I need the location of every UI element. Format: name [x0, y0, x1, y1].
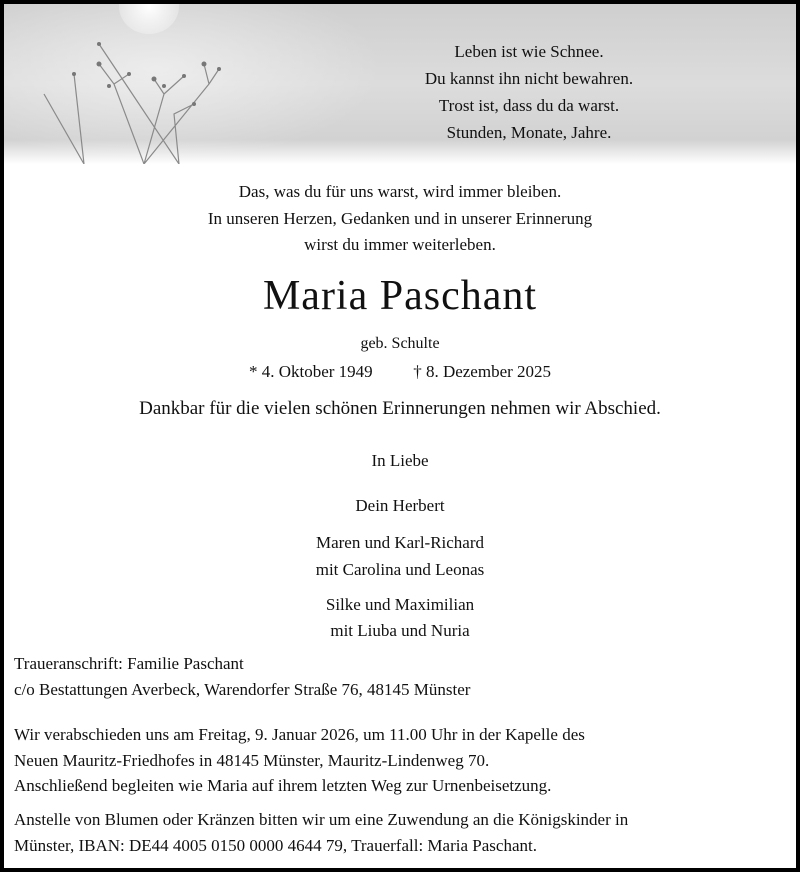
service-line: Wir verabschieden uns am Freitag, 9. Januar 2026, um 11.00 Uhr in der Kapelle des	[14, 725, 585, 744]
poem-line: Leben ist wie Schnee.	[454, 42, 604, 61]
poem-line: Stunden, Monate, Jahre.	[446, 123, 612, 142]
mourner: Maren und Karl-Richard	[315, 533, 485, 552]
donation-line: Münster, IBAN: DE44 4005 0150 0000 4644 79, Trauerfall: Maria Paschant.	[14, 836, 537, 855]
mourner: Silke und Maximilian	[325, 595, 475, 614]
birth-name: geb. Schulte	[360, 335, 440, 352]
obituary-card	[4, 4, 796, 868]
service-line: Anschließend begleiten wie Maria auf ihrem letzten Weg zur Urnenbeisetzung.	[14, 776, 552, 795]
deceased-name: Maria Paschant	[262, 273, 538, 319]
intro-line: wirst du immer weiterleben.	[304, 235, 496, 254]
dried-flower-image	[4, 4, 344, 164]
header-image	[4, 4, 796, 164]
birth-date: * 4. Oktober 1949	[248, 362, 373, 381]
address-line: c/o Bestattungen Averbeck, Warendorfer Straße 76, 48145 Münster	[14, 680, 471, 699]
intro-line: Das, was du für uns warst, wird immer bleiben.	[238, 182, 562, 201]
mourner: mit Carolina und Leonas	[315, 560, 485, 579]
death-date: † 8. Dezember 2025	[413, 362, 552, 381]
poem	[344, 38, 714, 146]
farewell-line: Dankbar für die vielen schönen Erinnerungen nehmen wir Abschied.	[139, 398, 661, 419]
service-line: Neuen Mauritz-Friedhofes in 48145 Münster, Mauritz-Lindenweg 70.	[14, 751, 490, 770]
life-dates	[4, 362, 796, 382]
donation-line: Anstelle von Blumen oder Kränzen bitten wir um eine Zuwendung an die Königskinder in	[14, 810, 629, 829]
poem-line: Trost ist, dass du da warst.	[438, 96, 620, 115]
intro-line: In unseren Herzen, Gedanken und in unserer Erinnerung	[207, 209, 593, 228]
in-love: In Liebe	[371, 451, 429, 470]
mourner: Dein Herbert	[355, 496, 445, 515]
poem-line: Du kannst ihn nicht bewahren.	[424, 69, 634, 88]
mourner: mit Liuba und Nuria	[330, 621, 470, 640]
address-line: Traueranschrift: Familie Paschant	[14, 654, 244, 673]
